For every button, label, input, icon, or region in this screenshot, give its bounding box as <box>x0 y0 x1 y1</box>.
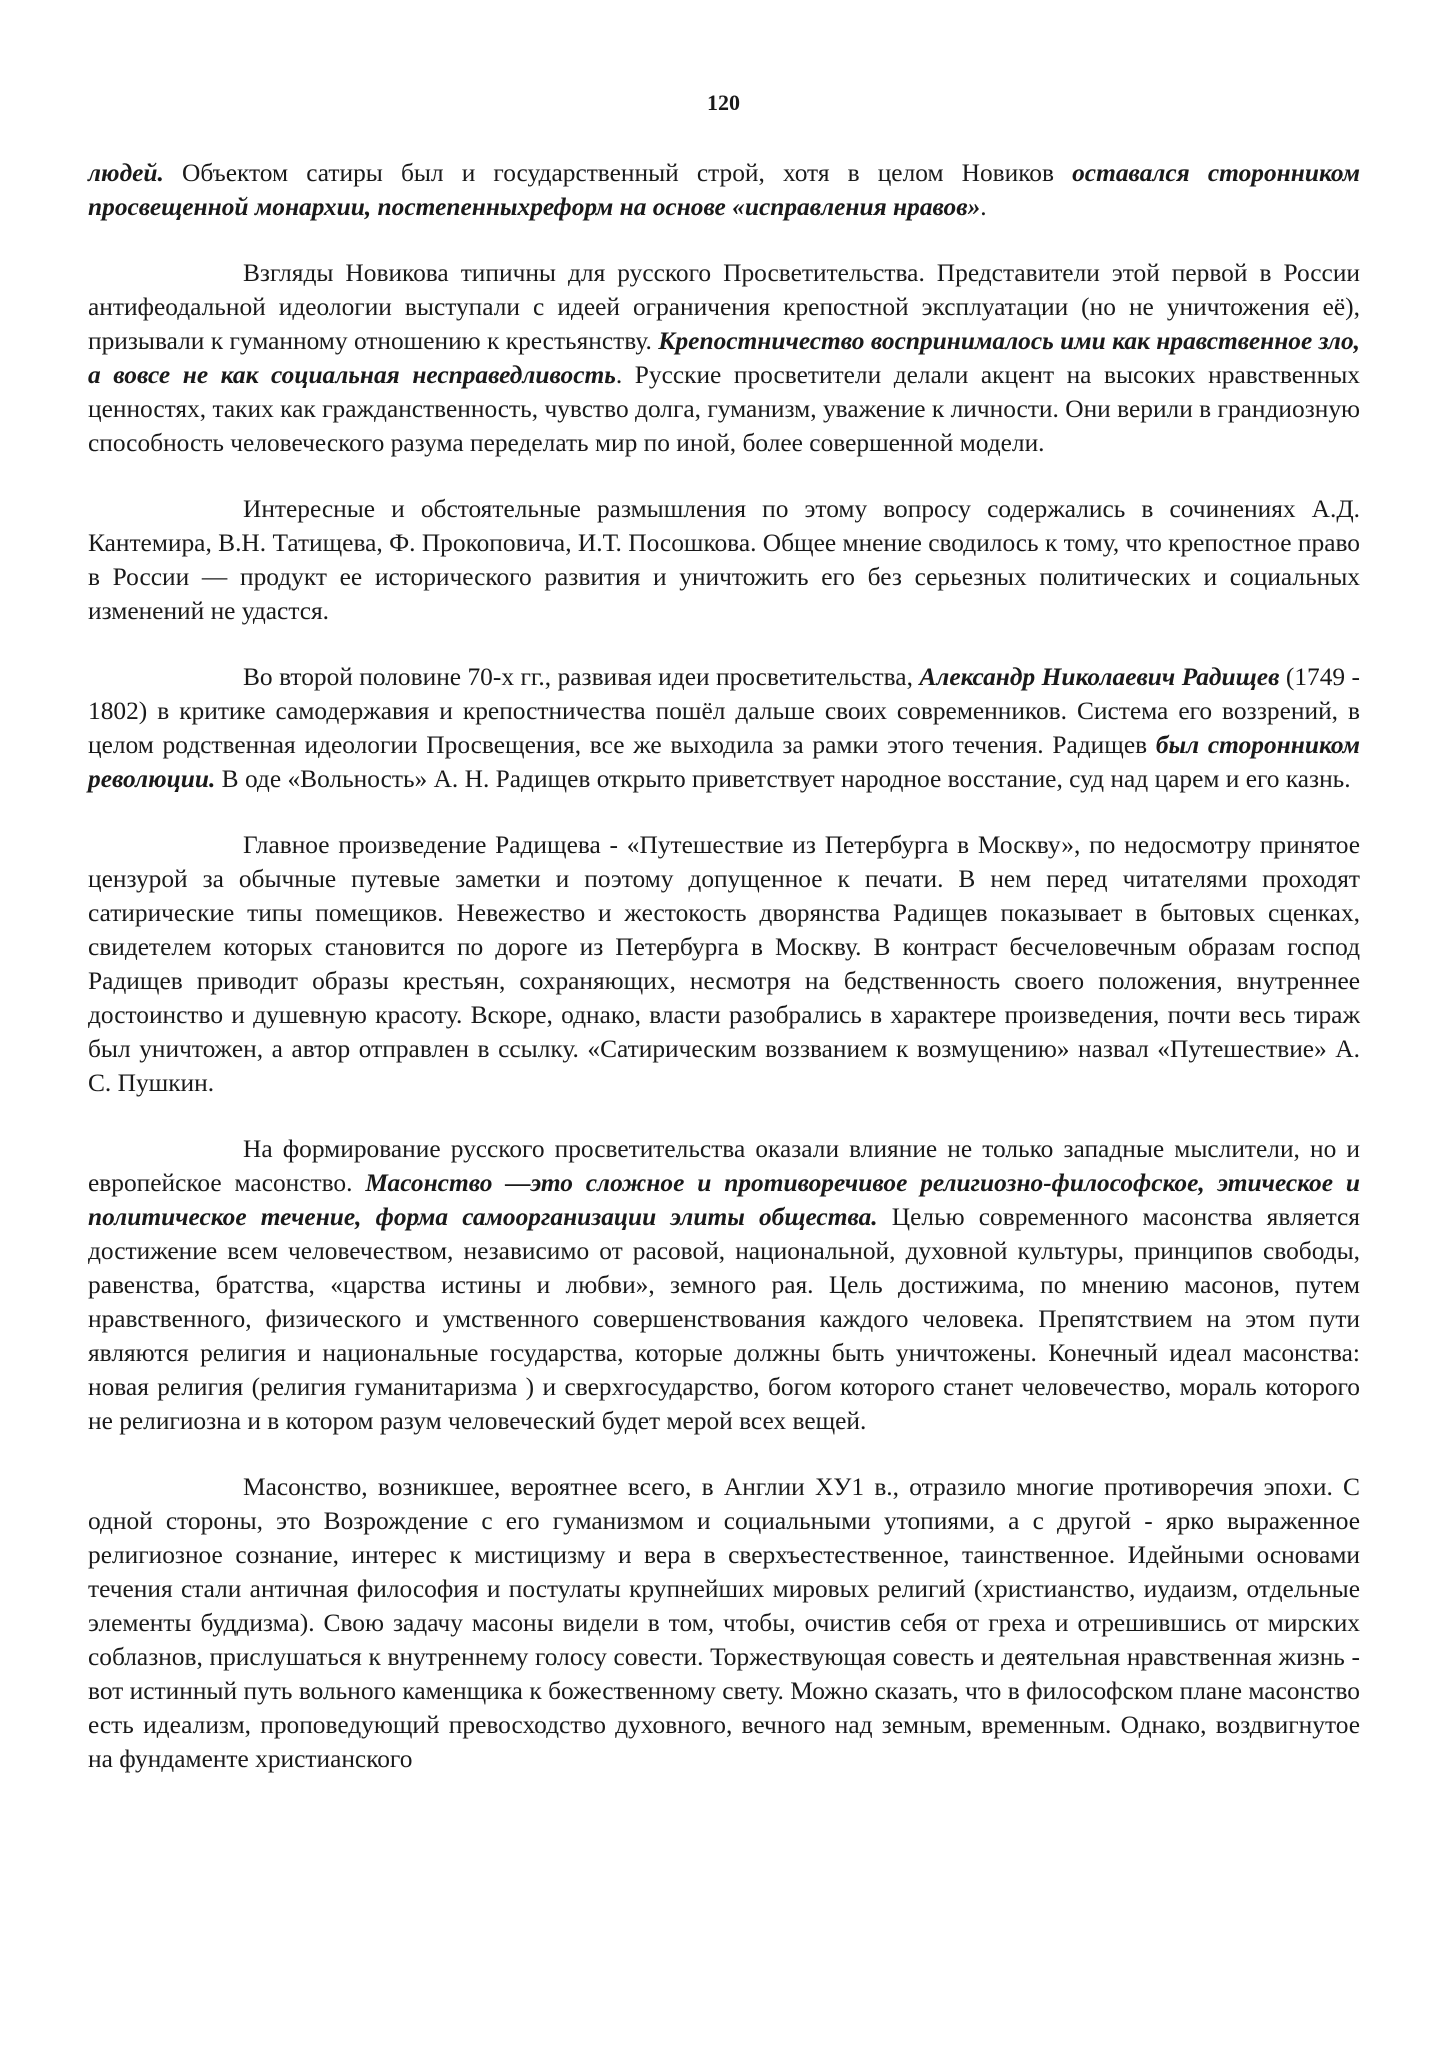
paragraph <box>88 660 1360 796</box>
paragraph <box>88 1470 1360 1776</box>
paragraph-text: Во второй половине 70-х гг., развивая идеи просветительства, <box>243 663 920 691</box>
emphasized-text: Александр Николаевич Радищев <box>919 663 1280 691</box>
paragraph-text: . <box>980 193 987 221</box>
paragraph-text: (1749 - 1802) в критике самодержавия и крепостничества пошёл дальше своих современников. Система его воззрений, в целом родственная идеологии Просвещения, все же выходила за рамки этого течения. Радищев <box>88 663 1360 759</box>
paragraph-text: На формирование русского просветительства оказали влияние не только западные мыслители, но и европейское масонство. <box>88 1135 1360 1197</box>
paragraph-text: Масонство, возникшее, вероятнее всего, в Англии ХУ1 в., отразило многие противоречия эпохи. С одной стороны, это Возрождение с его гуманизмом и социальными утопиями, а с другой - ярко выраженное религиозное сознание, интерес к мистицизму и вера в сверхъестественное, таинственное. Идейными основами течения стали античная философия и постулаты крупнейших мировых религий (христианство, иудаизм, отдельные элементы буддизма). Свою задачу масоны видели в том, чтобы, очистив себя от греха и отрешившись от мирских соблазнов, прислушаться к внутреннему голосу совести. Торжествующая совесть и деятельная нравственная жизнь - вот истинный путь вольного каменщика к божественному свету. Можно сказать, что в философском плане масонство есть идеализм, проповедующий превосходство духовного, вечного над земным, временным. Однако, воздвигнутое на фундаменте христианского <box>88 1473 1360 1773</box>
page-number: 120 <box>707 90 740 115</box>
emphasized-text: был сторонником революции. <box>88 731 1360 793</box>
paragraph-text: Главное произведение Радищева - «Путешествие из Петербурга в Москву», по недосмотру принятое цензурой за обычные путевые заметки и поэтому допущенное к печати. В нем перед читателями проходят сатирические типы помещиков. Невежество и жестокость дворянства Радищев показывает в бытовых сценках, свидетелем которых становится по дороге из Петербурга в Москву. В контраст бесчеловечным образам господ Радищев приводит образы крестьян, сохраняющих, несмотря на бедственность своего положения, внутреннее достоинство и душевную красоту. Вскоре, однако, власти разобрались в характере произведения, почти весь тираж был уничтожен, а автор отправлен в ссылку. «Сатирическим воззванием к возмущению» назвал «Путешествие» А. С. Пушкин. <box>88 831 1360 1097</box>
paragraph-text: Взгляды Новикова типичны для русского Просветительства. Представители этой первой в России антифеодальной идеологии выступали с идеей ограничения крепостной эксплуатации (но не уничтожения её), призывали к гуманному отношению к крестьянству. <box>88 259 1360 355</box>
paragraph <box>88 156 1360 224</box>
paragraph-text: Интересные и обстоятельные размышления по этому вопросу содержались в сочинениях А.Д. Кантемира, В.Н. Татищева, Ф. Прокоповича, И.Т. Посошкова. Общее мнение сводилось к тому, что крепостное право в России — продукт ее исторического развития и уничтожить его без серьезных политических и социальных изменений не удастся. <box>88 495 1360 625</box>
paragraph <box>88 828 1360 1100</box>
emphasized-text: Масонство —это сложное и противоречивое религиозно-философское, этическое и политическое течение, форма самоорганизации элиты общества. <box>88 1169 1360 1231</box>
paragraph-text: . Русские просветители делали акцент на высоких нравственных ценностях, таких как гражданственность, чувство долга, гуманизм, уважение к личности. Они верили в грандиозную способность человеческого разума переделать мир по иной, более совершенной модели. <box>88 361 1360 457</box>
body-text <box>88 156 1360 1808</box>
paragraph <box>88 256 1360 460</box>
paragraph-text: Объектом сатиры был и государственный строй, хотя в целом Новиков <box>163 159 1073 187</box>
emphasized-text: людей. <box>88 159 164 187</box>
paragraph <box>88 492 1360 628</box>
emphasized-text: оставался сторонником просвещенной монархии, постепенныхреформ на основе «исправления нравов» <box>88 159 1360 221</box>
paragraph-text: Целью современного масонства является достижение всем человечеством, независимо от расовой, национальной, духовной культуры, принципов свободы, равенства, братства, «царства истины и любви», земного рая. Цель достижима, по мнению масонов, путем нравственного, физического и умственного совершенствования каждого человека. Препятствием на этом пути являются религия и национальные государства, которые должны быть уничтожены. Конечный идеал масонства: новая религия (религия гуманитаризма ) и сверхгосударство, богом которого станет человечество, мораль которого не религиозна и в котором разум человеческий будет мерой всех вещей. <box>88 1203 1360 1435</box>
paragraph-text: В оде «Вольность» А. Н. Радищев открыто приветствует народное восстание, суд над царем и его казнь. <box>215 765 1351 793</box>
paragraph <box>88 1132 1360 1438</box>
emphasized-text: Крепостничество воспринималось ими как нравственное зло, а вовсе не как социальная несправедливость <box>88 327 1360 389</box>
